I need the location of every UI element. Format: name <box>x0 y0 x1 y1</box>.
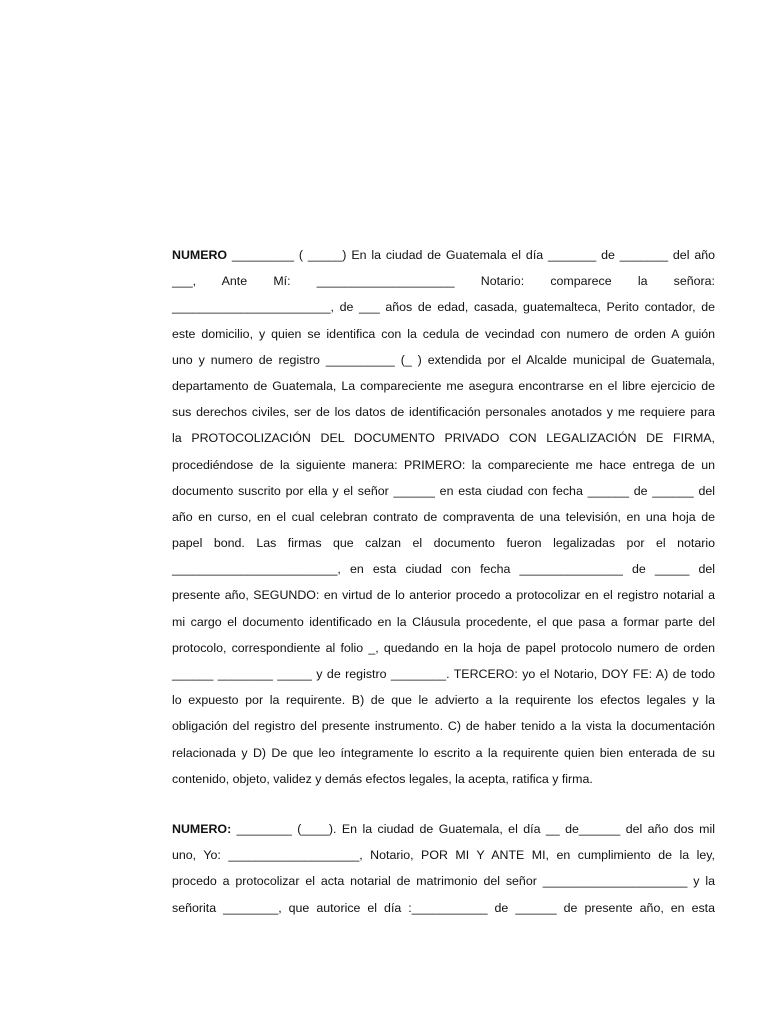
paragraph-line: ______ ________ _____ y de registro ________. TERCERO: yo el Notario, DOY FE: A) de todo <box>172 667 715 681</box>
paragraph-line: mi cargo el documento identificado en la Cláusula procedente, el que pasa a formar parte del <box>172 614 715 629</box>
paragraph-line: ___, Ante Mí: ____________________ Notario: comparece la señora: <box>172 274 715 289</box>
paragraph-line: papel bond. Las firmas que calzan el documento fueron legalizadas por el notario <box>172 536 715 551</box>
paragraph-line: procedo a protocolizar el acta notarial de matrimonio del señor _____________________ y la <box>172 874 715 889</box>
paragraph-line <box>172 823 715 849</box>
document-number-heading: NUMERO <box>172 248 228 262</box>
paragraph-protocolizacion-firma <box>172 249 715 799</box>
line-text: ________ (____). En la ciudad de Guatemala, el día __ de______ del año dos mil <box>231 822 715 836</box>
line-text: _________ ( _____) En la ciudad de Guatemala el día _______ de _______ del año <box>227 248 715 262</box>
paragraph-line: sus derechos civiles, ser de los datos de identificación personales anotados y me requiere para <box>172 405 715 420</box>
paragraph-line: año en curso, en el cual celebran contrato de compraventa de una televisión, en una hoja de <box>172 509 715 524</box>
paragraph-line: este domicilio, y quien se identifica con la cedula de vecindad con numero de orden A guión <box>172 326 715 341</box>
paragraph-line: lo expuesto por la requirente. B) de que le advierto a la requirente los efectos legales y la <box>172 693 715 708</box>
paragraph-line: protocolo, correspondiente al folio _, quedando en la hoja de papel protocolo numero de orden <box>172 640 715 655</box>
paragraph-line: uno y numero de registro __________ (_ ) extendida por el Alcalde municipal de Guatemala, <box>172 352 715 367</box>
paragraph-line: departamento de Guatemala, La compareciente me asegura encontrarse en el libre ejercicio de <box>172 378 715 393</box>
paragraph-line: relacionada y D) De que leo íntegramente lo escrito a la requirente quien bien enterada de su <box>172 745 715 760</box>
paragraph-line: presente año, SEGUNDO: en virtud de lo anterior procedo a protocolizar en el registro notarial a <box>172 588 715 603</box>
paragraph-line: contenido, objeto, validez y demás efectos legales, la acepta, ratifica y firma. <box>172 771 593 786</box>
paragraph-line: _______________________, de ___ años de edad, casada, guatemalteca, Perito contador, de <box>172 300 715 315</box>
paragraph-line: señorita ________, que autorice el día :___________ de ______ de presente año, en esta <box>172 900 715 915</box>
paragraph-line: obligación del registro del presente instrumento. C) de haber tenido a la vista la documentación <box>172 719 715 734</box>
paragraph-line: documento suscrito por ella y el señor ______ en esta ciudad con fecha ______ de ______ del <box>172 483 715 498</box>
paragraph-protocolizacion-matrimonio <box>172 823 715 928</box>
paragraph-line: ________________________, en esta ciudad con fecha _______________ de _____ del <box>172 562 715 577</box>
paragraph-line: uno, Yo: ___________________, Notario, POR MI Y ANTE MI, en cumplimiento de la ley, <box>172 848 715 863</box>
paragraph-line <box>172 249 715 275</box>
document-number-heading: NUMERO: <box>172 822 232 836</box>
paragraph-line: la PROTOCOLIZACIÓN DEL DOCUMENTO PRIVADO CON LEGALIZACIÓN DE FIRMA, <box>172 431 715 446</box>
paragraph-line: procediéndose de la siguiente manera: PRIMERO: la compareciente me hace entrega de un <box>172 457 715 472</box>
